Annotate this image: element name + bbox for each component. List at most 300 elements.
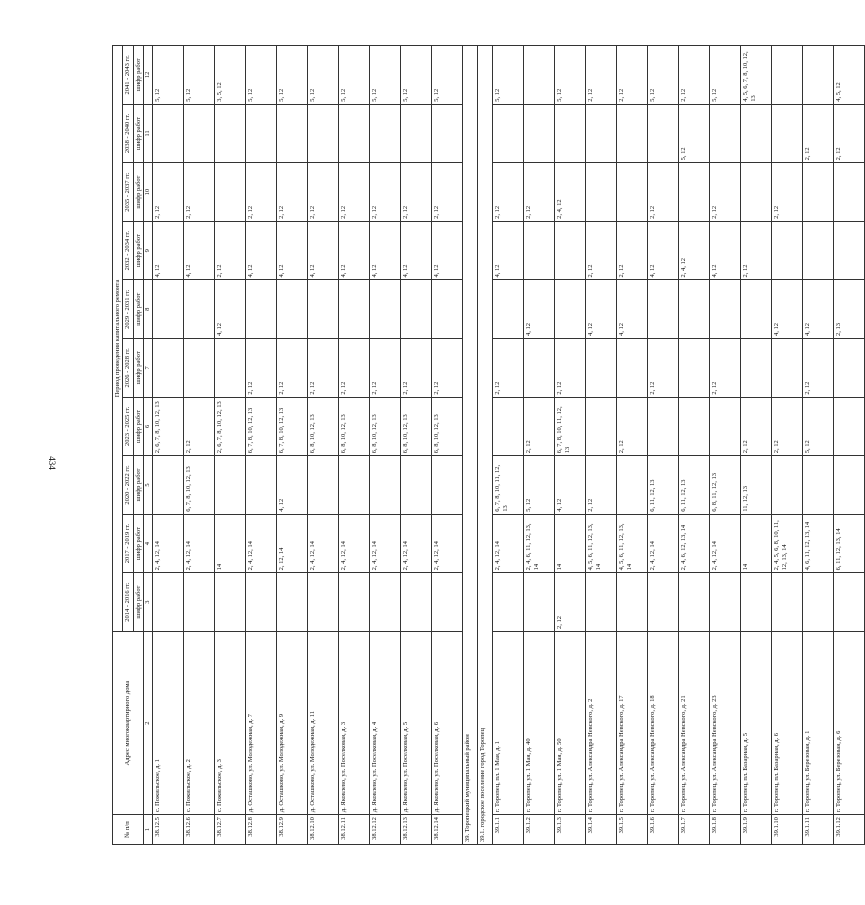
work-codes: 6, 7, 8, 10, 11, 12, 13 (493, 456, 524, 515)
work-codes (679, 573, 710, 632)
row-number: 39.1.3 (555, 815, 586, 845)
work-codes: 2, 12, 14 (277, 514, 308, 573)
work-codes: 11, 12, 13 (741, 456, 772, 515)
work-codes: 4, 5, 6, 7, 8, 10, 12, 13 (741, 46, 772, 105)
work-codes: 6, 8, 10, 12, 13 (370, 397, 401, 456)
work-codes: 5, 12 (401, 46, 432, 105)
work-codes (184, 339, 215, 398)
work-codes: 2, 12 (679, 46, 710, 105)
header-work-code: шифр работ (133, 456, 143, 515)
row-address: г. Торопец, ул. Александра Невского, д. 17 (617, 631, 648, 814)
work-codes: 2, 4, 12, 14 (153, 514, 184, 573)
work-codes (741, 339, 772, 398)
work-codes: 2, 12 (803, 104, 834, 163)
work-codes (617, 339, 648, 398)
work-codes (246, 104, 277, 163)
table-row (524, 46, 555, 845)
table-row (803, 46, 834, 845)
work-codes: 5, 12 (493, 46, 524, 105)
work-codes (834, 221, 865, 280)
row-address: с. Пожильское, д. 3 (215, 631, 246, 814)
table-row (277, 46, 308, 845)
work-codes: 2, 12 (524, 397, 555, 456)
column-number: 2 (144, 631, 153, 814)
work-codes (617, 573, 648, 632)
work-codes (308, 573, 339, 632)
work-codes (308, 456, 339, 515)
work-codes: 2, 4, 12, 14 (184, 514, 215, 573)
work-codes: 2, 12 (803, 339, 834, 398)
work-codes (555, 104, 586, 163)
work-codes: 4, 5, 6, 11, 12, 13, 14 (617, 514, 648, 573)
work-codes (339, 280, 370, 339)
row-address: г. Торопец, ул. Александра Невского, д. 23 (710, 631, 741, 814)
work-codes: 2, 12 (401, 163, 432, 222)
header-work-code: шифр работ (133, 280, 143, 339)
work-codes (772, 339, 803, 398)
work-codes: 4, 12 (184, 221, 215, 280)
work-codes: 4, 12 (277, 221, 308, 280)
work-codes: 2, 12 (153, 163, 184, 222)
work-codes: 14 (741, 514, 772, 573)
row-number: 38.12.9 (277, 815, 308, 845)
work-codes (215, 456, 246, 515)
work-codes: 4, 5, 12 (834, 46, 865, 105)
work-codes (184, 280, 215, 339)
work-codes: 4, 12 (493, 221, 524, 280)
work-codes: 6, 7, 8, 10, 12, 13 (246, 397, 277, 456)
row-address: г. Торопец, ул. Березовая, д. 6 (834, 631, 865, 814)
work-codes: 2, 12 (617, 46, 648, 105)
row-address: г. Торопец, ул. Березовая, д. 1 (803, 631, 834, 814)
work-codes: 5, 12 (277, 46, 308, 105)
table-row (401, 46, 432, 845)
row-number: 39.1.9 (741, 815, 772, 845)
table-row (215, 46, 246, 845)
work-codes (772, 573, 803, 632)
header-period-year: 2014 - 2016 гг. (123, 573, 133, 632)
row-address: д. Осташково, ул. Молодежная, д. 7 (246, 631, 277, 814)
work-codes: 2, 12 (648, 339, 679, 398)
work-codes: 4, 6, 11, 12, 13, 14 (803, 514, 834, 573)
work-codes (493, 104, 524, 163)
work-codes: 2, 4, 12, 14 (432, 514, 463, 573)
column-number: 6 (144, 397, 153, 456)
work-codes (803, 573, 834, 632)
work-codes: 2, 4, 6, 11, 12, 13, 14 (524, 514, 555, 573)
header-period-year: 2020 - 2022 гг. (123, 456, 133, 515)
work-codes: 5, 12 (153, 46, 184, 105)
work-codes: 2, 4, 12, 14 (370, 514, 401, 573)
work-codes: 5, 12 (679, 104, 710, 163)
row-address: д. Осташково, ул. Молодежная, д. 11 (308, 631, 339, 814)
work-codes (401, 104, 432, 163)
work-codes: 2, 12 (401, 339, 432, 398)
work-codes (617, 456, 648, 515)
work-codes: 3, 5, 12 (215, 46, 246, 105)
work-codes (741, 280, 772, 339)
work-codes (370, 280, 401, 339)
row-address: г. Торопец, ул. Александра Невского, д. 2 (586, 631, 617, 814)
table-row (153, 46, 184, 845)
work-codes: 5, 12 (803, 397, 834, 456)
work-codes: 2, 4, 12, 14 (308, 514, 339, 573)
work-codes: 4, 12 (772, 280, 803, 339)
row-number: 39.1.5 (617, 815, 648, 845)
work-codes: 14 (215, 514, 246, 573)
row-number: 38.12.8 (246, 815, 277, 845)
work-codes: 2, 12 (710, 339, 741, 398)
table-row (648, 46, 679, 845)
work-codes (648, 104, 679, 163)
work-codes (277, 573, 308, 632)
work-codes: 4, 12 (524, 280, 555, 339)
table-row (246, 46, 277, 845)
work-codes: 2, 4, 5, 6, 8, 10, 11, 12, 13, 14 (772, 514, 803, 573)
row-number: 38.12.7 (215, 815, 246, 845)
row-address: г. Торопец, пл. Базарная, д. 5 (741, 631, 772, 814)
row-address: г. Торопец, ул. Александра Невского, д. 18 (648, 631, 679, 814)
work-codes (741, 573, 772, 632)
work-codes: 2, 12 (215, 221, 246, 280)
header-period-year: 2017 - 2019 гг. (123, 514, 133, 573)
work-codes: 2, 6, 7, 8, 10, 12, 13 (153, 397, 184, 456)
work-codes (308, 280, 339, 339)
section-title: 39.1. городское поселение город Торопец (478, 46, 493, 845)
work-codes (772, 104, 803, 163)
work-codes: 4, 12 (803, 280, 834, 339)
work-codes: 2, 12 (555, 573, 586, 632)
table-row (493, 46, 524, 845)
work-codes (524, 46, 555, 105)
work-codes (741, 104, 772, 163)
column-number: 5 (144, 456, 153, 515)
work-codes: 6, 8, 10, 12, 13 (432, 397, 463, 456)
table-row (617, 46, 648, 845)
work-codes: 2, 12 (308, 163, 339, 222)
work-codes (648, 280, 679, 339)
work-codes (834, 456, 865, 515)
work-codes (493, 280, 524, 339)
row-address: д. Осташково, ул. Молодежная, д. 9 (277, 631, 308, 814)
work-codes (586, 104, 617, 163)
work-codes: 2, 4, 12, 14 (648, 514, 679, 573)
work-codes (803, 221, 834, 280)
column-number: 10 (144, 163, 153, 222)
work-codes: 6, 11, 12, 13 (679, 456, 710, 515)
table-row (710, 46, 741, 845)
row-number: 39.1.1 (493, 815, 524, 845)
work-codes (215, 339, 246, 398)
header-work-code: шифр работ (133, 104, 143, 163)
column-number: 7 (144, 339, 153, 398)
work-codes (215, 163, 246, 222)
work-codes: 6, 8, 10, 12, 13 (308, 397, 339, 456)
work-codes (339, 573, 370, 632)
table-row (339, 46, 370, 845)
row-number: 38.12.13 (401, 815, 432, 845)
column-number: 4 (144, 514, 153, 573)
table-row (834, 46, 865, 845)
work-codes (555, 221, 586, 280)
work-codes: 4, 12 (153, 221, 184, 280)
table-row (586, 46, 617, 845)
row-address: г. Торопец, пл. Базарная, д. 6 (772, 631, 803, 814)
work-codes: 4, 12 (215, 280, 246, 339)
header-work-code: шифр работ (133, 397, 143, 456)
work-codes: 2, 12 (184, 163, 215, 222)
work-codes: 4, 12 (246, 221, 277, 280)
work-codes (586, 163, 617, 222)
column-number: 1 (144, 815, 153, 845)
work-codes (772, 46, 803, 105)
column-number: 3 (144, 573, 153, 632)
work-codes: 2, 12 (741, 221, 772, 280)
work-codes (432, 280, 463, 339)
work-codes: 2, 12 (493, 339, 524, 398)
work-codes: 2, 12 (432, 339, 463, 398)
table-row (432, 46, 463, 845)
work-codes (803, 46, 834, 105)
work-codes: 2, 12 (432, 163, 463, 222)
work-codes (586, 397, 617, 456)
header-work-code: шифр работ (133, 339, 143, 398)
work-codes: 5, 12 (339, 46, 370, 105)
work-codes: 14 (555, 514, 586, 573)
work-codes: 2, 12 (339, 339, 370, 398)
row-address: д. Яковлево, ул. Поселковая, д. 3 (339, 631, 370, 814)
work-codes (555, 280, 586, 339)
row-number: 38.12.10 (308, 815, 339, 845)
work-codes (741, 163, 772, 222)
work-codes: 2, 4, 12, 14 (493, 514, 524, 573)
table-row (679, 46, 710, 845)
row-number: 39.1.11 (803, 815, 834, 845)
header-address: Адрес многоквартирного дома (113, 631, 144, 814)
work-codes: 6, 7, 8, 10, 11, 12, 13 (555, 397, 586, 456)
work-codes: 5, 12 (432, 46, 463, 105)
work-codes: 2, 4, 12, 14 (710, 514, 741, 573)
work-codes (153, 339, 184, 398)
work-codes (339, 104, 370, 163)
work-codes: 4, 12 (277, 456, 308, 515)
work-codes: 2, 12 (710, 163, 741, 222)
work-codes: 2, 12 (586, 221, 617, 280)
header-period: Период проведения капитального ремонта (113, 46, 123, 632)
work-codes (153, 280, 184, 339)
work-codes: 4, 12 (432, 221, 463, 280)
work-codes: 2, 12 (772, 397, 803, 456)
work-codes: 5, 12 (370, 46, 401, 105)
work-codes: 2, 4, 12 (555, 163, 586, 222)
header-row-1 (113, 46, 123, 845)
row-address: г. Торопец, ул. 1 Мая, д. 40 (524, 631, 555, 814)
work-codes: 2, 12 (277, 339, 308, 398)
work-codes: 2, 12 (370, 163, 401, 222)
table-row (741, 46, 772, 845)
work-codes: 4, 12 (308, 221, 339, 280)
work-codes: 2, 12 (586, 46, 617, 105)
work-codes: 2, 12 (493, 163, 524, 222)
table-row (184, 46, 215, 845)
work-codes: 2, 12 (184, 397, 215, 456)
work-codes: 2, 4, 12, 14 (339, 514, 370, 573)
work-codes: 2, 12 (339, 163, 370, 222)
header-period-year: 2032 - 2034 гг. (123, 221, 133, 280)
repair-schedule-table (112, 45, 865, 845)
work-codes (710, 104, 741, 163)
row-number: 38.12.12 (370, 815, 401, 845)
work-codes: 2, 12 (555, 339, 586, 398)
row-number: 39.1.10 (772, 815, 803, 845)
row-number: 39.1.4 (586, 815, 617, 845)
row-number: 38.12.11 (339, 815, 370, 845)
row-address: г. Торопец, ул. 1 Мая, д. 50 (555, 631, 586, 814)
work-codes: 5, 12 (246, 46, 277, 105)
header-work-code: шифр работ (133, 573, 143, 632)
work-codes (617, 163, 648, 222)
section-row (478, 46, 493, 845)
header-period-year: 2029 - 2031 гг. (123, 280, 133, 339)
work-codes: 5, 12 (308, 46, 339, 105)
header-work-code: шифр работ (133, 46, 143, 105)
work-codes: 6, 8, 11, 12, 13 (710, 456, 741, 515)
work-codes (803, 456, 834, 515)
work-codes (339, 456, 370, 515)
work-codes: 4, 12 (401, 221, 432, 280)
column-number: 12 (144, 46, 153, 105)
header-work-code: шифр работ (133, 221, 143, 280)
table-row (555, 46, 586, 845)
work-codes (586, 573, 617, 632)
column-number: 9 (144, 221, 153, 280)
work-codes (215, 573, 246, 632)
row-address: г. Торопец, ул. Александра Невского, д. 21 (679, 631, 710, 814)
work-codes (277, 104, 308, 163)
header-period-year: 2038 - 2040 гг. (123, 104, 133, 163)
work-codes (153, 456, 184, 515)
work-codes: 4, 12 (586, 280, 617, 339)
work-codes (834, 163, 865, 222)
work-codes: 2, 12 (586, 456, 617, 515)
row-number: 39.1.7 (679, 815, 710, 845)
work-codes (679, 339, 710, 398)
work-codes: 2, 12 (772, 163, 803, 222)
work-codes: 6, 8, 10, 12, 13 (339, 397, 370, 456)
work-codes (153, 573, 184, 632)
work-codes (803, 163, 834, 222)
work-codes (834, 573, 865, 632)
row-address: г. Торопец, пл. 1 Мая, д. 1 (493, 631, 524, 814)
work-codes: 2, 12 (741, 397, 772, 456)
row-address: с. Пожильское, д. 2 (184, 631, 215, 814)
work-codes (493, 573, 524, 632)
header-work-code: шифр работ (133, 514, 143, 573)
row-number: 39.1.2 (524, 815, 555, 845)
work-codes (834, 397, 865, 456)
row-address: д. Яковлево, ул. Поселковая, д. 5 (401, 631, 432, 814)
section-row (463, 46, 478, 845)
work-codes: 2, 12 (246, 339, 277, 398)
work-codes (401, 573, 432, 632)
work-codes: 4, 5, 6, 11, 12, 13, 14 (586, 514, 617, 573)
work-codes: 2, 12 (834, 104, 865, 163)
work-codes: 2, 12 (524, 163, 555, 222)
work-codes (648, 397, 679, 456)
work-codes (524, 573, 555, 632)
work-codes: 4, 12 (555, 456, 586, 515)
work-codes (153, 104, 184, 163)
header-period-year: 2023 - 2025 гг. (123, 397, 133, 456)
header-period-year: 2035 - 2037 гг. (123, 163, 133, 222)
section-title: 39. Торопецкий муниципальный район (463, 46, 478, 845)
work-codes: 4, 12 (339, 221, 370, 280)
work-codes (432, 573, 463, 632)
work-codes (277, 280, 308, 339)
work-codes: 4, 12 (370, 221, 401, 280)
work-codes: 2, 12 (617, 397, 648, 456)
work-codes (617, 104, 648, 163)
header-period-year: 2026 - 2028 гг. (123, 339, 133, 398)
work-codes: 5, 12 (710, 46, 741, 105)
row-address: с. Пожильское, д. 1 (153, 631, 184, 814)
work-codes (772, 221, 803, 280)
work-codes: 2, 4, 12 (679, 221, 710, 280)
work-codes (648, 573, 679, 632)
work-codes: 5, 12 (184, 46, 215, 105)
row-number: 39.1.8 (710, 815, 741, 845)
column-number: 11 (144, 104, 153, 163)
header-work-code: шифр работ (133, 163, 143, 222)
work-codes (772, 456, 803, 515)
work-codes: 2, 12 (277, 163, 308, 222)
work-codes: 5, 12 (648, 46, 679, 105)
work-codes: 4, 12 (617, 280, 648, 339)
work-codes: 2, 4, 6, 12, 13, 14 (679, 514, 710, 573)
work-codes: 2, 4, 12, 14 (246, 514, 277, 573)
work-codes (246, 573, 277, 632)
work-codes: 2, 12 (246, 163, 277, 222)
work-codes: 5, 12 (524, 456, 555, 515)
rotated-table-wrapper (112, 45, 843, 845)
work-codes (710, 397, 741, 456)
work-codes (308, 104, 339, 163)
work-codes: 6, 7, 8, 10, 12, 13 (277, 397, 308, 456)
work-codes: 4, 12 (648, 221, 679, 280)
work-codes (679, 163, 710, 222)
work-codes (184, 573, 215, 632)
work-codes: 2, 12 (648, 163, 679, 222)
work-codes (401, 456, 432, 515)
work-codes (246, 456, 277, 515)
row-number: 38.12.14 (432, 815, 463, 845)
work-codes (370, 456, 401, 515)
work-codes (586, 339, 617, 398)
page-number: 434 (46, 456, 57, 470)
work-codes (493, 397, 524, 456)
work-codes: 5, 12 (555, 46, 586, 105)
work-codes (524, 104, 555, 163)
header-period-year: 2041 - 2043 гг. (123, 46, 133, 105)
column-number: 8 (144, 280, 153, 339)
work-codes (184, 104, 215, 163)
row-number: 39.1.6 (648, 815, 679, 845)
work-codes (524, 221, 555, 280)
row-address: д. Яковлево, ул. Поселковая, д. 6 (432, 631, 463, 814)
work-codes (710, 280, 741, 339)
table-row (370, 46, 401, 845)
work-codes (679, 280, 710, 339)
